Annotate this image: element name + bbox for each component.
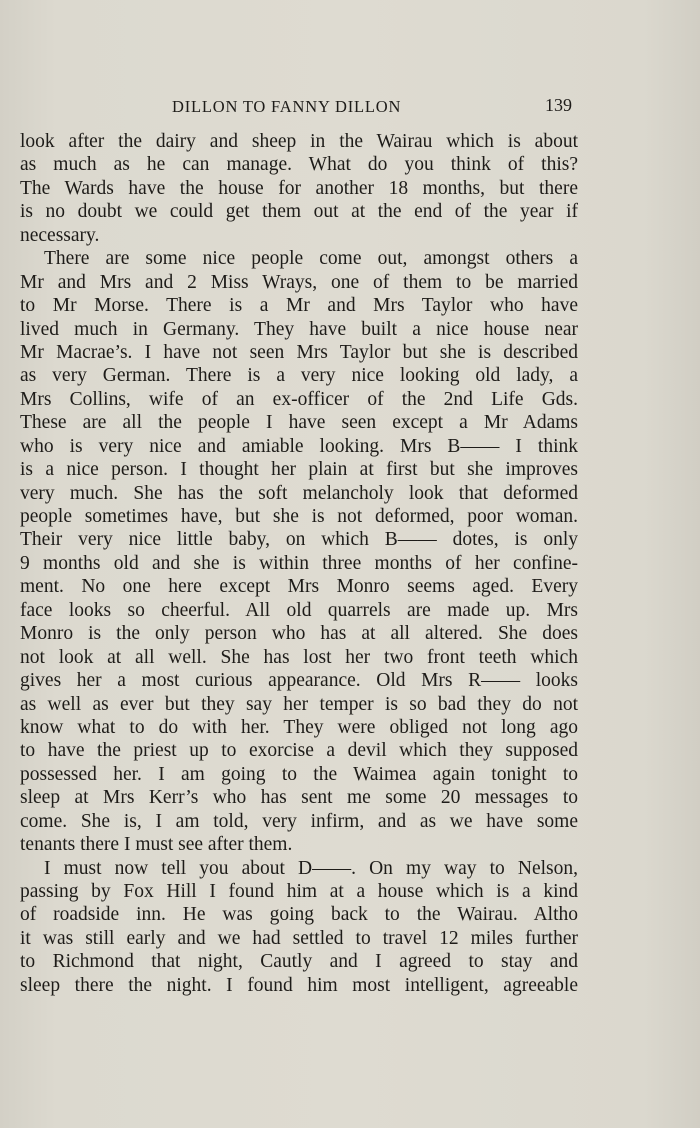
- text-line: look after the dairy and sheep in the Wairau which is about: [20, 131, 578, 152]
- text-line: gives her a most curious appearance. Old Mrs R—— looks: [20, 670, 578, 692]
- text-line: necessary.: [20, 224, 100, 246]
- body-text: [20, 130, 578, 997]
- text-line: Mrs Collins, wife of an ex-officer of the 2nd Life Gds.: [20, 388, 578, 410]
- text-line: 9 months old and she is within three months of her confine-: [20, 552, 578, 574]
- text-line: sleep there the night. I found him most intelligent, agreeable: [20, 974, 578, 996]
- text-line: Their very nice little baby, on which B—— dotes, is only: [20, 529, 578, 551]
- text-line: possessed her. I am going to the Waimea again tonight to: [20, 763, 578, 785]
- text-line: ment. No one here except Mrs Monro seems aged. Every: [20, 576, 578, 598]
- text-line: very much. She has the soft melancholy look that deformed: [20, 482, 578, 504]
- text-line: of roadside inn. He was going back to the Wairau. Altho: [20, 904, 578, 926]
- text-line: know what to do with her. They were obliged not long ago: [20, 716, 578, 738]
- paragraph-first-line: There are some nice people come out, amongst others a: [44, 248, 578, 270]
- text-line: face looks so cheerful. All old quarrels are made up. Mrs: [20, 599, 578, 621]
- text-line: lived much in Germany. They have built a nice house near: [20, 318, 578, 340]
- text-line: sleep at Mrs Kerr’s who has sent me some 20 messages to: [20, 787, 578, 809]
- text-line: to have the priest up to exorcise a devil which they supposed: [20, 740, 578, 762]
- text-line: The Wards have the house for another 18 months, but there: [20, 177, 578, 199]
- text-line: tenants there I must see after them.: [20, 834, 293, 856]
- text-line: Mr Macrae’s. I have not seen Mrs Taylor but she is described: [20, 341, 578, 363]
- text-line: to Mr Morse. There is a Mr and Mrs Taylor who have: [20, 295, 578, 317]
- text-line: is a nice person. I thought her plain at first but she improves: [20, 459, 578, 481]
- page-number: 139: [545, 95, 572, 115]
- running-title: DILLON TO FANNY DILLON: [172, 97, 402, 116]
- text-line: people sometimes have, but she is not deformed, poor woman.: [20, 506, 578, 527]
- paragraph-first-line: I must now tell you about D——. On my way to Nelson,: [44, 857, 578, 879]
- text-line: as much as he can manage. What do you think of this?: [20, 154, 578, 176]
- text-line: Mr and Mrs and 2 Miss Wrays, one of them to be married: [20, 271, 578, 293]
- text-line: come. She is, I am told, very infirm, and as we have some: [20, 810, 578, 832]
- text-line: These are all the people I have seen except a Mr Adams: [20, 412, 578, 434]
- text-line: who is very nice and amiable looking. Mrs B—— I think: [20, 435, 578, 457]
- text-line: as well as ever but they say her temper is so bad they do not: [20, 693, 578, 715]
- text-line: passing by Fox Hill I found him at a house which is a kind: [20, 881, 578, 902]
- text-line: Monro is the only person who has at all altered. She does: [20, 623, 578, 645]
- text-line: to Richmond that night, Cautly and I agreed to stay and: [20, 951, 578, 973]
- text-line: not look at all well. She has lost her two front teeth which: [20, 646, 578, 668]
- text-line: it was still early and we had settled to travel 12 miles further: [20, 927, 578, 949]
- text-line: as very German. There is a very nice looking old lady, a: [20, 365, 578, 387]
- text-line: is no doubt we could get them out at the end of the year if: [20, 201, 578, 223]
